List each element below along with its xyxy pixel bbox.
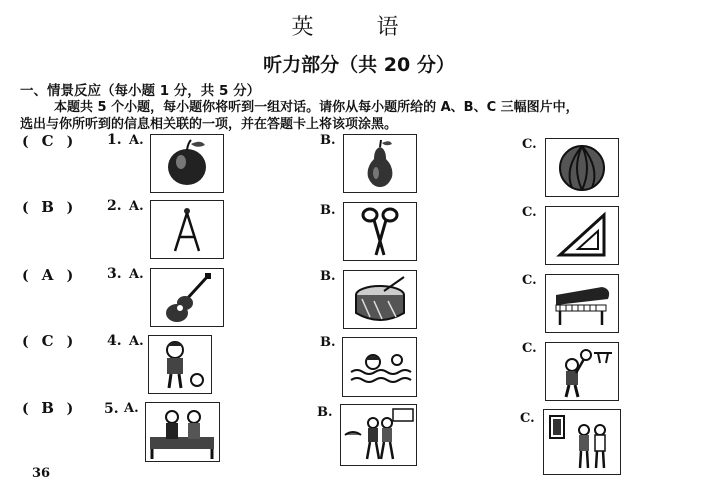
question-number: 4. [107, 333, 122, 349]
answer-choice: B [41, 399, 54, 417]
people-sitting-icon [145, 402, 220, 462]
option-label: A. [129, 199, 144, 214]
question-number: 3. [107, 266, 122, 282]
option-label: A. [129, 133, 144, 148]
swimming-icon [342, 337, 417, 397]
drum-icon [343, 270, 417, 329]
option-label: C. [522, 137, 537, 152]
option-label: B. [317, 405, 333, 420]
people-walking-icon [340, 404, 417, 466]
instruction-line-2: 选出与你所听到的信息相关联的一项，并在答题卡上将该项涂黑。 [20, 117, 398, 132]
apple-icon [150, 134, 224, 193]
boy-football-icon [148, 335, 212, 394]
people-gallery-icon [543, 409, 621, 475]
pear-icon [343, 134, 417, 193]
answer-choice: B [41, 198, 54, 216]
option-label: C. [522, 205, 537, 220]
option-label: C. [522, 341, 537, 356]
compass-icon [150, 200, 224, 259]
option-label: A. [129, 267, 144, 282]
question-number: 2. [107, 198, 122, 214]
basketball-icon [545, 342, 619, 401]
watermelon-icon [545, 138, 619, 197]
answer-bracket: ( A ) [22, 266, 74, 284]
instruction-line-1: 本题共 5 个小题，每小题你将听到一组对话。请你从每小题所给的 A、B、C 三幅图片中， [54, 100, 579, 115]
set-square-icon [545, 206, 619, 265]
option-label: B. [320, 335, 336, 350]
answer-choice: C [41, 132, 54, 150]
question-number: 1. [107, 132, 122, 148]
answer-bracket: ( C ) [22, 132, 74, 150]
option-label: C. [520, 411, 535, 426]
answer-choice: C [41, 332, 54, 350]
answer-bracket: ( C ) [22, 332, 74, 350]
option-label: B. [320, 203, 336, 218]
guitar-icon [150, 268, 224, 327]
option-label: A. [124, 401, 139, 416]
option-label: B. [320, 269, 336, 284]
option-label: B. [320, 133, 336, 148]
piano-icon [545, 274, 619, 333]
scissors-icon [343, 202, 417, 261]
answer-bracket: ( B ) [22, 198, 74, 216]
page-number: 36 [32, 466, 51, 481]
question-number: 5. [104, 401, 119, 417]
section-title: 听力部分（共 20 分） [263, 54, 455, 76]
answer-bracket: ( B ) [22, 399, 74, 417]
section-heading: 一、情景反应（每小题 1 分，共 5 分） [20, 83, 261, 99]
page-title: 英 语 [291, 15, 427, 40]
answer-choice: A [41, 266, 54, 284]
option-label: C. [522, 273, 537, 288]
option-label: A. [129, 334, 144, 349]
